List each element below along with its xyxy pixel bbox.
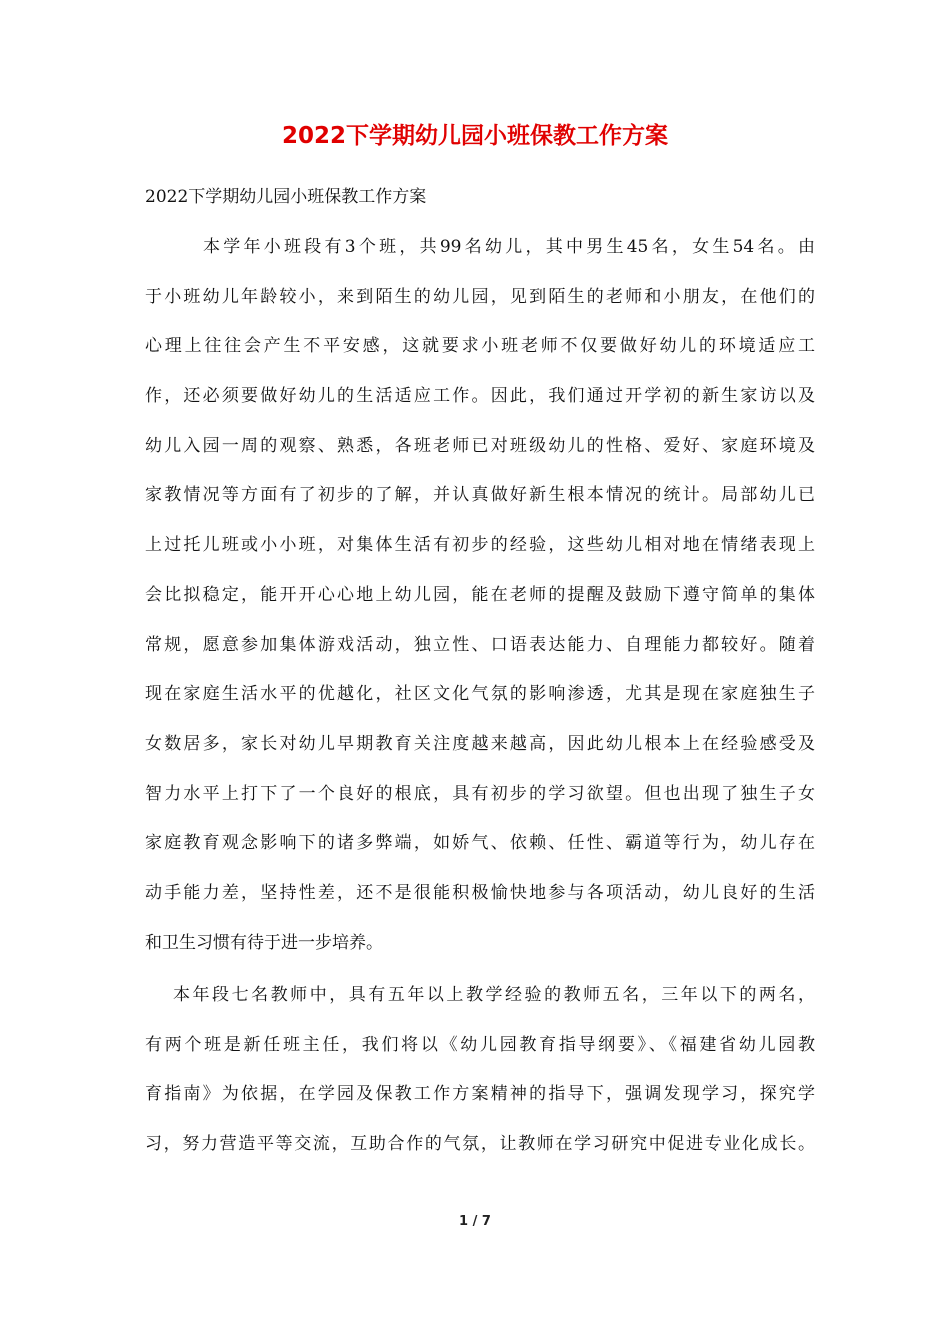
- paragraph-line: 和卫生习惯有待于进一步培养。: [145, 932, 383, 953]
- paragraph-line: 智力水平上打下了一个良好的根底，具有初步的学习欲望。但也出现了独生子女: [145, 783, 815, 804]
- paragraph-2: [145, 982, 815, 1181]
- paragraph-line: 习，努力营造平等交流，互助合作的气氛，让教师在学习研究中促进专业化成长。: [145, 1134, 815, 1155]
- paragraph-1: [145, 234, 815, 979]
- paragraph-line: 现在家庭生活水平的优越化，社区文化气氛的影响渗透，尤其是现在家庭独生子: [145, 684, 815, 705]
- paragraph-line: 女数居多，家长对幼儿早期教育关注度越来越高，因此幼儿根本上在经验感受及: [145, 733, 815, 754]
- paragraph-line: 上过托儿班或小小班，对集体生活有初步的经验，这些幼儿相对地在情绪表现上: [145, 535, 815, 556]
- paragraph-line: 心理上往往会产生不平安感，这就要求小班老师不仅要做好幼儿的环境适应工: [145, 336, 815, 357]
- paragraph-line: 育指南》为依据，在学园及保教工作方案精神的指导下，强调发现学习，探究学: [145, 1084, 815, 1105]
- paragraph-line: 动手能力差，坚持性差，还不是很能积极愉快地参与各项活动，幼儿良好的生活: [145, 882, 815, 903]
- document-subtitle: 2022下学期幼儿园小班保教工作方案: [145, 187, 427, 207]
- page-number: 1 / 7: [459, 1214, 491, 1229]
- paragraph-line: 常规，愿意参加集体游戏活动，独立性、口语表达能力、自理能力都较好。随着: [145, 634, 815, 655]
- paragraph-line: 幼儿入园一周的观察、熟悉，各班老师已对班级幼儿的性格、爱好、家庭环境及: [145, 435, 815, 456]
- paragraph-line: 有两个班是新任班主任，我们将以《幼儿园教育指导纲要》、《福建省幼儿园教: [145, 1034, 815, 1055]
- paragraph-line: 家庭教育观念影响下的诸多弊端，如娇气、依赖、任性、霸道等行为，幼儿存在: [145, 833, 815, 854]
- paragraph-line: 会比拟稳定，能开开心心地上幼儿园，能在老师的提醒及鼓励下遵守简单的集体: [145, 584, 815, 605]
- paragraph-line: 于小班幼儿年龄较小，来到陌生的幼儿园，见到陌生的老师和小朋友，在他们的: [145, 286, 815, 307]
- paragraph-line: 本年段七名教师中，具有五年以上教学经验的教师五名，三年以下的两名，: [173, 985, 815, 1005]
- paragraph-line: 家教情况等方面有了初步的了解，并认真做好新生根本情况的统计。局部幼儿已: [145, 485, 815, 506]
- document-title: 2022下学期幼儿园小班保教工作方案: [281, 123, 668, 149]
- paragraph-line: 作，还必须要做好幼儿的生活适应工作。因此，我们通过开学初的新生家访以及: [145, 386, 815, 407]
- paragraph-line: 本学年小班段有3个班，共99名幼儿，其中男生45名，女生54名。由: [203, 237, 815, 257]
